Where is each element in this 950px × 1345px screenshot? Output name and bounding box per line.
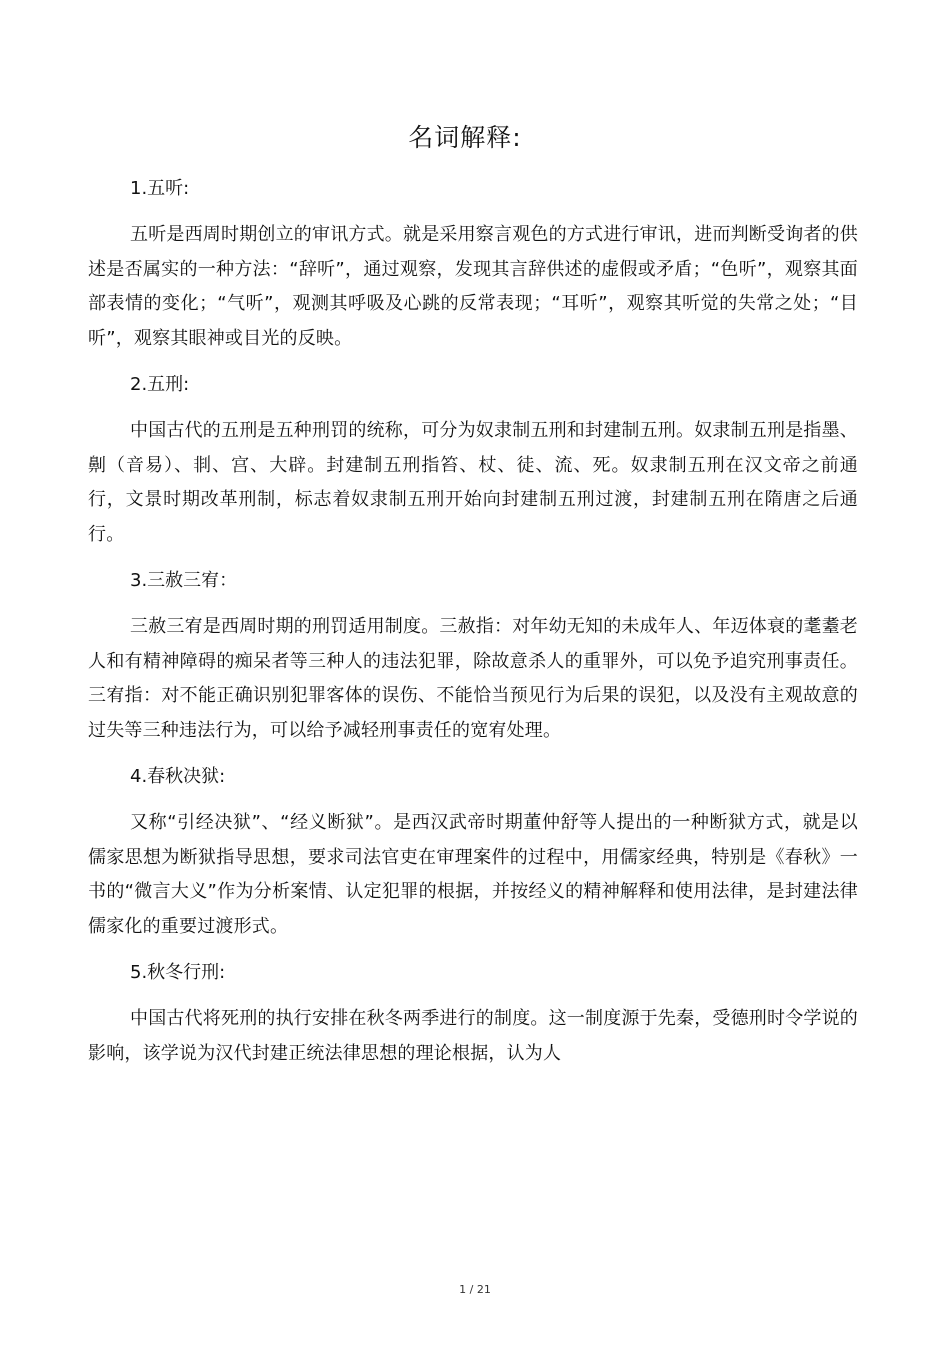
section-heading: 3.三赦三宥： xyxy=(130,570,238,591)
page-number: 1 / 21 xyxy=(459,1283,491,1296)
section-heading: 2.五刑: xyxy=(130,374,190,395)
section-heading: 4.春秋决狱: xyxy=(130,766,226,787)
section-qiudong-xingxing xyxy=(88,956,858,1071)
section-body: 三赦三宥是西周时期的刑罚适用制度。三赦指：对年幼无知的未成年人、年迈体衰的耄耋老人和有精神障碍的痴呆者等三种人的违法犯罪，除故意杀人的重罪外，可以免予追究刑事责任。三宥指：对不能正确识别犯罪客体的误伤、不能恰当预见行为后果的误犯，以及没有主观故意的过失等三种违法行为，可以给予减轻刑事责任的宽宥处理。 xyxy=(88,616,858,741)
section-heading: 5.秋冬行刑: xyxy=(130,962,226,983)
section-wuxing xyxy=(88,368,858,552)
section-wuting xyxy=(88,172,858,356)
section-heading: 1.五听: xyxy=(130,178,190,199)
section-body: 中国古代的五刑是五种刑罚的统称，可分为奴隶制五刑和封建制五刑。奴隶制五刑是指墨、劓（音易）、剕、宫、大辟。封建制五刑指笞、杖、徒、流、死。奴隶制五刑在汉文帝之前通行，文景时期改革刑制，标志着奴隶制五刑开始向封建制五刑过渡，封建制五刑在隋唐之后通行。 xyxy=(88,420,858,545)
section-body: 中国古代将死刑的执行安排在秋冬两季进行的制度。这一制度源于先秦，受德刑时令学说的影响，该学说为汉代封建正统法律思想的理论根据，认为人 xyxy=(88,1008,858,1064)
section-sanshe-sanyou xyxy=(88,564,858,748)
section-chunqiu-juyu xyxy=(88,760,858,944)
section-body: 五听是西周时期创立的审讯方式。就是采用察言观色的方式进行审讯，进而判断受询者的供述是否属实的一种方法：“辞听”，通过观察，发现其言辞供述的虚假或矛盾；“色听”，观察其面部表情的变化；“气听”，观测其呼吸及心跳的反常表现；“耳听”，观察其听觉的失常之处；“目听”，观察其眼神或目光的反映。 xyxy=(88,224,858,349)
page-title: 名词解释: xyxy=(408,123,522,152)
document-content xyxy=(88,172,858,1083)
section-body: 又称“引经决狱”、“经义断狱”。是西汉武帝时期董仲舒等人提出的一种断狱方式，就是以儒家思想为断狱指导思想，要求司法官吏在审理案件的过程中，用儒家经典，特别是《春秋》一书的“微言大义”作为分析案情、认定犯罪的根据，并按经义的精神解释和使用法律，是封建法律儒家化的重要过渡形式。 xyxy=(88,812,858,937)
